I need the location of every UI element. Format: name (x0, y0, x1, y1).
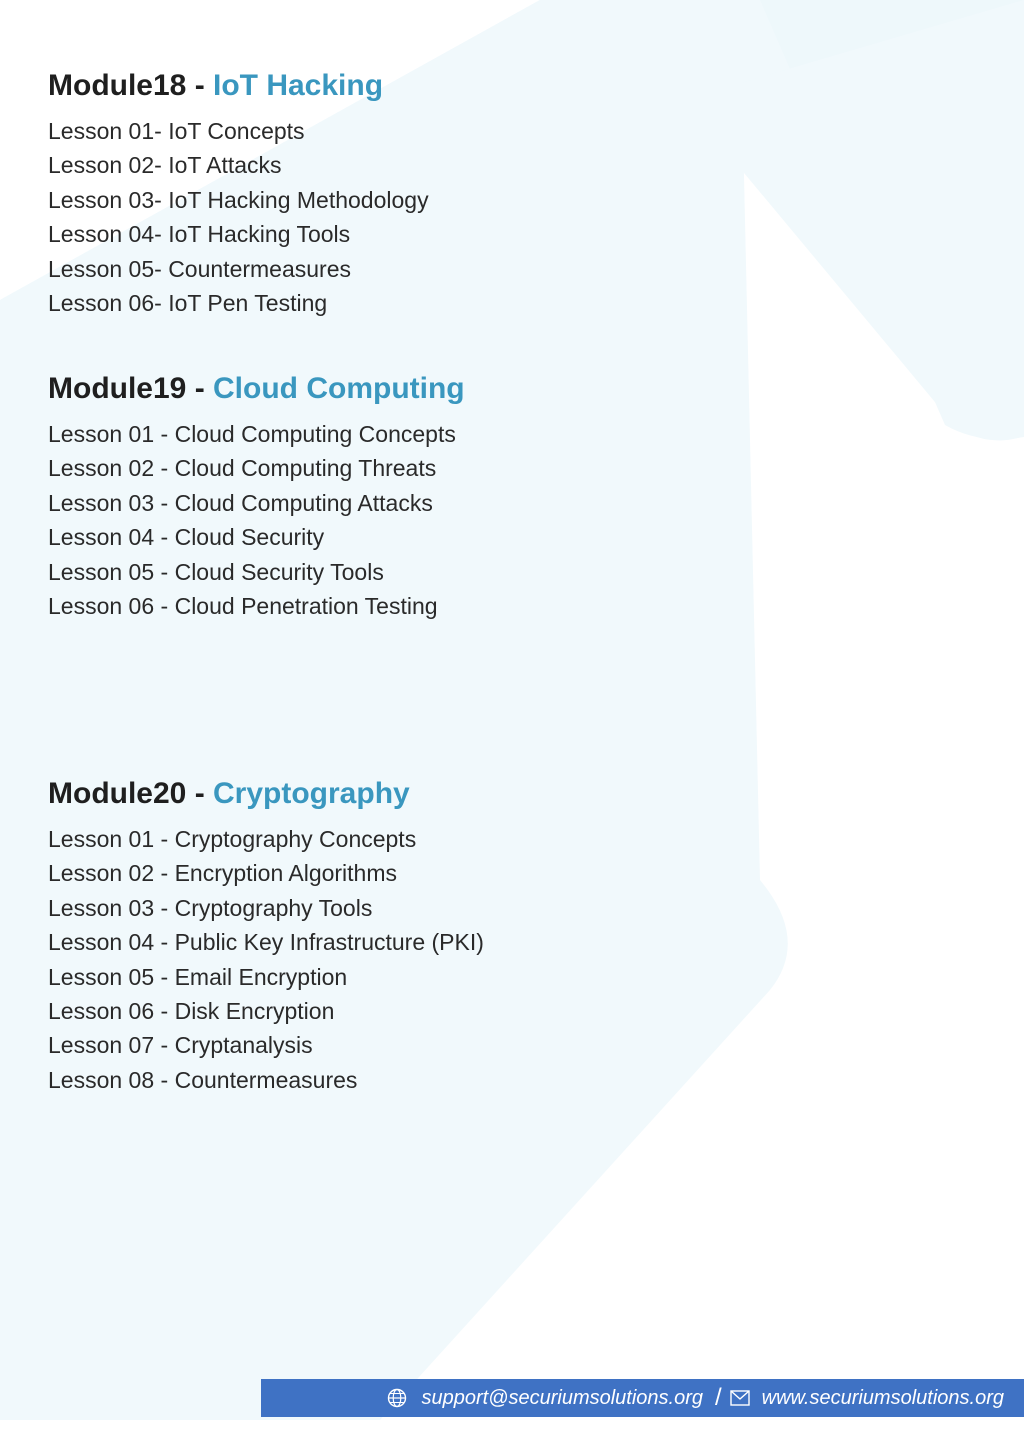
lesson-item: Lesson 02 - Encryption Algorithms (48, 860, 398, 887)
website-link[interactable]: www.securiumsolutions.org (761, 1386, 1004, 1409)
lesson-item: Lesson 05 - Cloud Security Tools (48, 558, 384, 585)
lesson-item: Lesson 07 - Cryptanalysis (48, 1032, 313, 1059)
lesson-item: Lesson 06 - Disk Encryption (48, 998, 335, 1025)
module-title (48, 68, 429, 104)
module-title (48, 371, 465, 407)
lesson-item: Lesson 02 - Cloud Computing Threats (48, 455, 437, 482)
footer-separator: / (715, 1384, 722, 1411)
lesson-item: Lesson 04 - Cloud Security (48, 524, 325, 551)
module-number: Module20 - (48, 777, 214, 810)
module-title (48, 776, 484, 812)
lesson-item: Lesson 01 - Cloud Computing Concepts (48, 421, 456, 447)
module-topic: Cryptography (213, 777, 410, 810)
support-email-link[interactable]: support@securiumsolutions.org (421, 1386, 703, 1409)
module-topic: IoT Hacking (213, 69, 384, 102)
lesson-item: Lesson 06- IoT Pen Testing (48, 290, 328, 317)
module-number: Module18 - (48, 69, 214, 102)
lesson-item: Lesson 01 - Cryptography Concepts (48, 826, 417, 852)
module-topic: Cloud Computing (213, 372, 465, 405)
lesson-item: Lesson 04 - Public Key Infrastructure (PKI) (48, 929, 484, 956)
footer-contact-bar (261, 1379, 1024, 1417)
lesson-item: Lesson 03 - Cloud Computing Attacks (48, 489, 433, 516)
lesson-item: Lesson 03- IoT Hacking Methodology (48, 186, 429, 213)
module-19 (48, 371, 465, 623)
lesson-item: Lesson 03 - Cryptography Tools (48, 894, 373, 921)
module-18 (48, 68, 429, 320)
lesson-item: Lesson 08 - Countermeasures (48, 1066, 358, 1093)
lesson-list (48, 822, 484, 1097)
mail-icon (730, 1390, 750, 1406)
lesson-item: Lesson 06 - Cloud Penetration Testing (48, 593, 438, 620)
lesson-item: Lesson 05- Countermeasures (48, 255, 351, 282)
lesson-item: Lesson 01- IoT Concepts (48, 118, 305, 144)
lesson-item: Lesson 05 - Email Encryption (48, 963, 348, 990)
module-20 (48, 776, 484, 1097)
lesson-item: Lesson 02- IoT Attacks (48, 152, 282, 179)
module-number: Module19 - (48, 372, 214, 405)
globe-icon (387, 1388, 407, 1408)
lesson-list (48, 114, 429, 320)
lesson-item: Lesson 04- IoT Hacking Tools (48, 221, 351, 248)
lesson-list (48, 417, 465, 623)
